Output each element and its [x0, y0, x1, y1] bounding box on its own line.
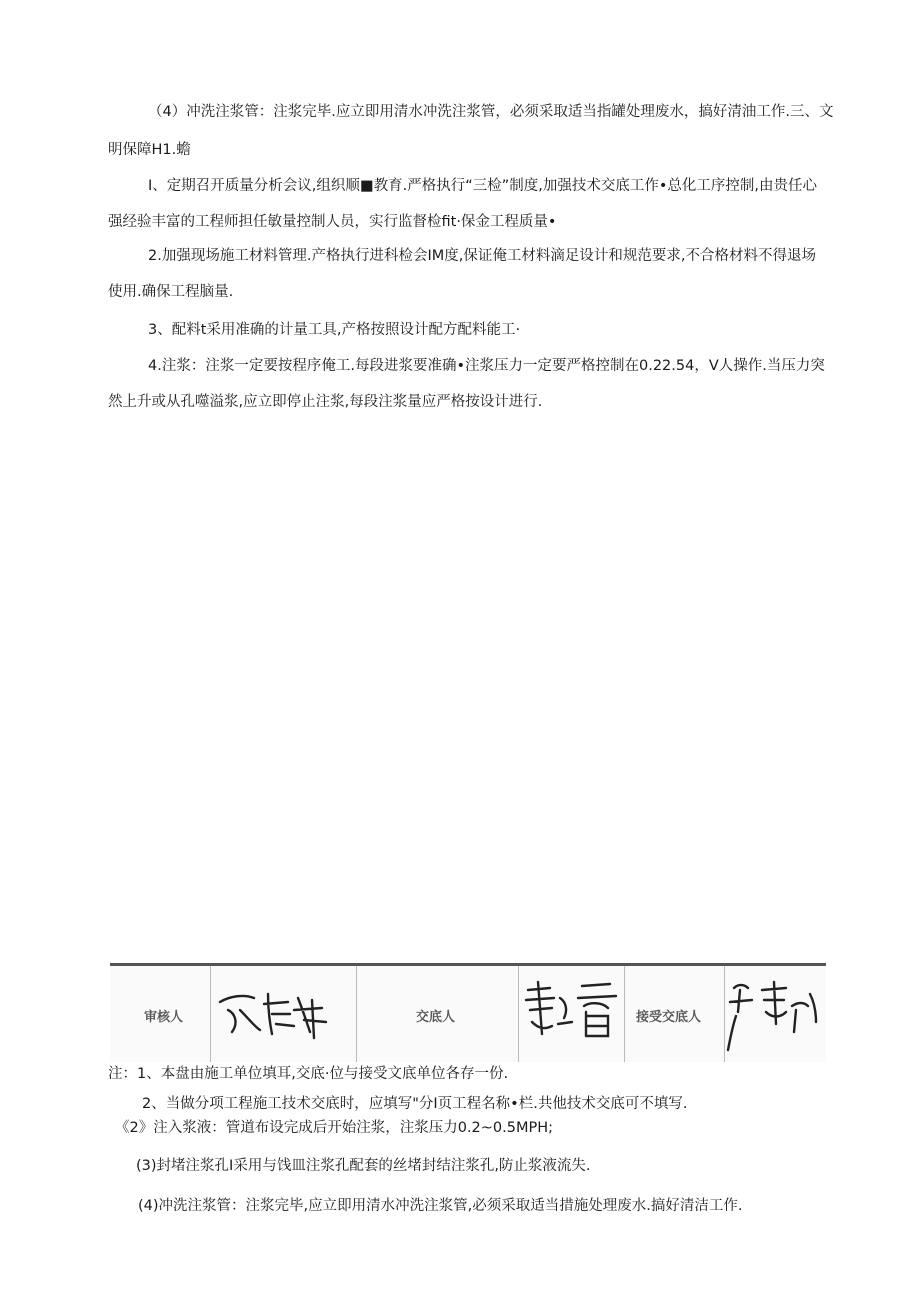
note-flush-pipes: (4)冲洗注浆管：注浆完毕,应立即用清水冲洗注浆管,必须采取适当措施处理废水.搞好清洁工作. — [138, 1198, 743, 1214]
receiver-label-cell — [624, 966, 725, 1062]
paragraph-grouting-line-2: 然上升或从孔噬溢浆,应立即停止注浆,每段注浆量应严格按设计进行. — [108, 394, 543, 410]
paragraph-grouting-line-1: 4.注浆：注浆一定要按程序俺工.每段进浆要准确•注浆压力一定要严格控制在0.22.54，V人操作.当压力突 — [148, 358, 825, 374]
paragraph-quality-meeting-line-2: 强经验丰富的工程师担任敏量控制人员，实行监督检fit·保金工程质量• — [108, 214, 557, 230]
signature-table — [110, 963, 826, 1062]
handover-signature-cell — [518, 966, 625, 1062]
handover-label: 交底人 — [416, 1010, 456, 1025]
paragraph-batching: 3、配料t采用准确的计量工具,产格按照设计配方配料能工· — [148, 322, 521, 338]
paragraph-flush-line-2: 明保障H1.蟾 — [108, 142, 191, 158]
receiver-signature-cell — [724, 966, 826, 1062]
reviewer-signature-image — [214, 980, 334, 1042]
note-grout-injection: 《2》注入浆液：管道布设完成后开始注浆，注浆压力0.2~0.5MPH; — [115, 1120, 554, 1136]
reviewer-label: 审核人 — [144, 1010, 184, 1025]
handover-label-cell — [356, 966, 519, 1062]
paragraph-material-management-line-1: 2.加强现场施工材料管理.产格执行进科检会IM度,保证俺工材料滴足设计和规范要求,不合格材料不得退场 — [148, 248, 816, 264]
handover-signature-image — [520, 976, 624, 1046]
paragraph-quality-meeting-line-1: I、定期召开质量分析会议,组织顺■教育.严格执行“三检”制度,加强技术交底工作•总化工序控制,由贵任心 — [148, 178, 817, 194]
reviewer-signature-cell — [210, 966, 357, 1062]
note-1: 注：1、本盘由施工单位填耳,交底·位与接受文底单位各存一份. — [108, 1066, 509, 1082]
paragraph-flush-line-1: （4）冲洗注浆管：注浆完毕.应立即用清水冲洗注浆管，必须采取适当指罐处理废水，搞好清油工作.三、文 — [148, 104, 834, 120]
reviewer-label-cell — [110, 966, 211, 1062]
note-2: 2、当做分项工程施工技术交底时，应填写"分I页工程名称•栏.共他技术交底可不填写. — [142, 1096, 688, 1112]
note-seal-holes: (3)封堵注浆孔I采用与饯皿注浆孔配套的丝堵封结注浆孔,防止浆液流失. — [136, 1158, 591, 1174]
receiver-label: 接受交底人 — [636, 1010, 702, 1025]
receiver-signature-image — [724, 972, 826, 1056]
paragraph-material-management-line-2: 使用.确保工程脑量. — [108, 284, 234, 300]
